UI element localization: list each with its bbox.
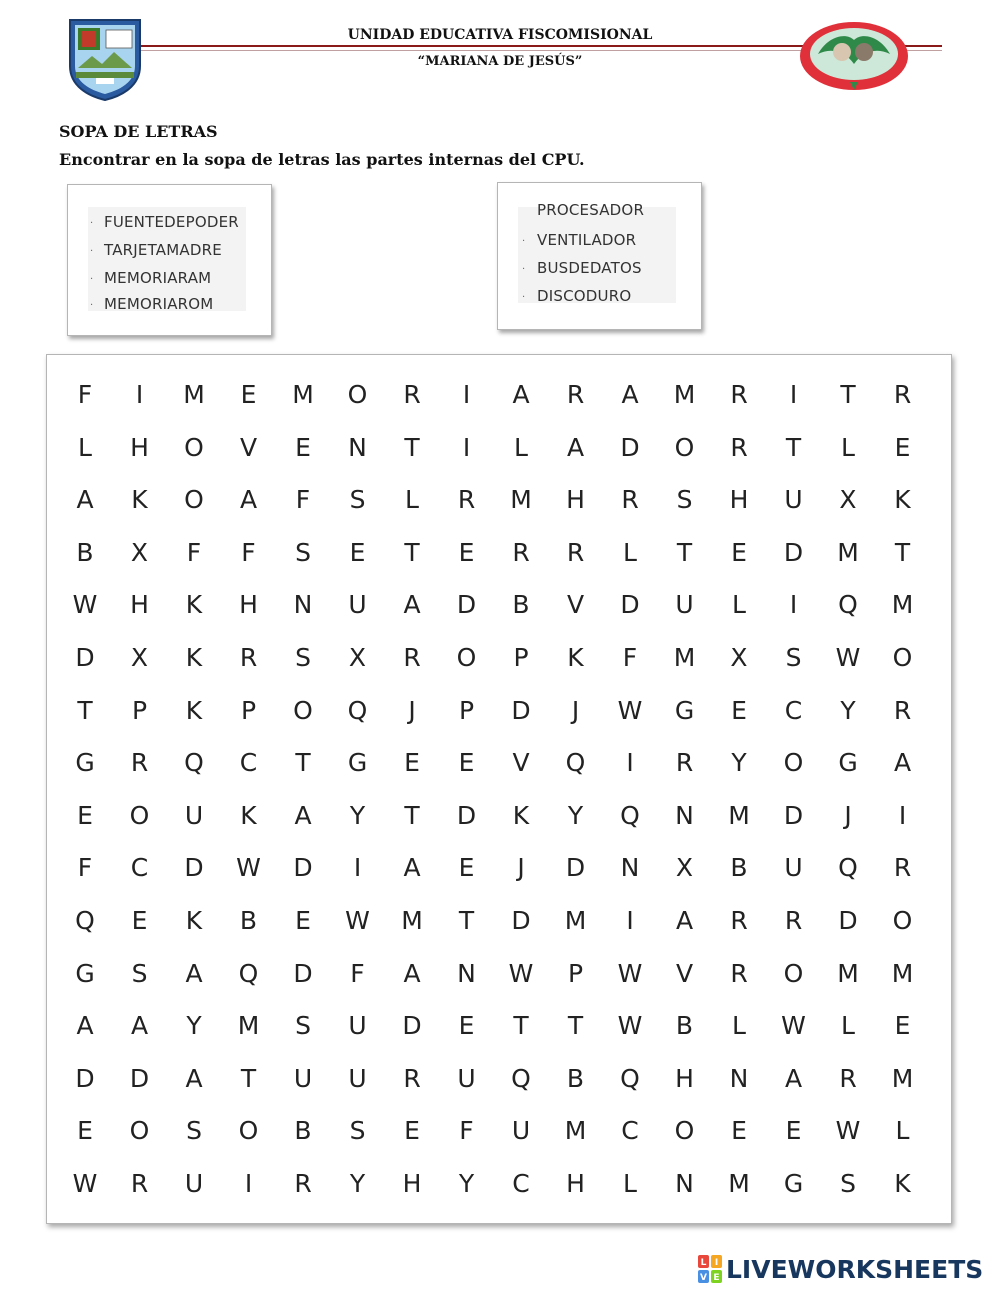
- grid-letter[interactable]: M: [564, 1116, 587, 1146]
- grid-letter[interactable]: M: [237, 1011, 260, 1041]
- grid-letter[interactable]: F: [241, 537, 256, 567]
- grid-letter[interactable]: M: [891, 590, 914, 620]
- grid-letter[interactable]: S: [295, 643, 311, 672]
- grid-letter[interactable]: K: [567, 643, 584, 672]
- grid-letter[interactable]: M: [183, 380, 205, 409]
- grid-letter[interactable]: O: [783, 958, 804, 988]
- grid-letter[interactable]: J: [517, 853, 525, 883]
- grid-letter[interactable]: U: [348, 1063, 367, 1093]
- grid-letter[interactable]: E: [295, 432, 311, 462]
- grid-letter[interactable]: R: [730, 380, 748, 409]
- grid-letter[interactable]: S: [295, 1011, 311, 1041]
- grid-letter[interactable]: Q: [620, 800, 640, 830]
- grid-letter[interactable]: E: [458, 537, 475, 567]
- grid-letter[interactable]: P: [458, 695, 475, 725]
- grid-letter[interactable]: E: [894, 432, 911, 462]
- mariana-de-jesus-logo: [798, 18, 910, 94]
- grid-letter[interactable]: D: [565, 853, 586, 883]
- grid-letter[interactable]: E: [458, 1011, 475, 1041]
- grid-letter[interactable]: R: [893, 380, 912, 409]
- grid-letter[interactable]: T: [676, 537, 693, 567]
- list-bullet: .: [90, 297, 94, 308]
- grid-letter[interactable]: D: [402, 1011, 422, 1041]
- grid-letter[interactable]: R: [294, 1169, 312, 1198]
- grid-letter[interactable]: L: [514, 432, 528, 462]
- grid-letter[interactable]: P: [131, 695, 148, 725]
- grid-letter[interactable]: R: [730, 906, 748, 935]
- grid-letter[interactable]: G: [75, 958, 95, 988]
- grid-letter[interactable]: P: [567, 958, 584, 988]
- grid-letter[interactable]: B: [239, 906, 258, 935]
- list-bullet: .: [522, 261, 526, 272]
- grid-letter[interactable]: W: [835, 1116, 861, 1146]
- grid-letter[interactable]: A: [76, 1011, 94, 1041]
- grid-letter[interactable]: S: [840, 1169, 856, 1198]
- grid-letter[interactable]: N: [729, 1063, 749, 1093]
- grid-letter[interactable]: E: [458, 853, 475, 883]
- grid-letter[interactable]: R: [457, 485, 476, 515]
- grid-letter[interactable]: T: [567, 1011, 584, 1041]
- grid-letter[interactable]: I: [353, 853, 362, 883]
- grid-letter[interactable]: I: [898, 800, 907, 830]
- grid-letter[interactable]: K: [185, 590, 203, 620]
- grid-letter[interactable]: E: [731, 537, 747, 567]
- grid-letter[interactable]: L: [623, 537, 637, 567]
- grid-letter[interactable]: Q: [838, 590, 858, 620]
- svg-text:V: V: [700, 1273, 707, 1283]
- worksheet-instructions: Encontrar en la sopa de letras las partes internas del CPU.: [59, 150, 585, 169]
- grid-letter[interactable]: R: [893, 853, 912, 883]
- grid-letter[interactable]: A: [76, 485, 94, 515]
- grid-letter[interactable]: A: [403, 958, 421, 988]
- grid-letter[interactable]: E: [240, 380, 257, 409]
- grid-letter[interactable]: Q: [620, 1063, 640, 1093]
- grid-letter[interactable]: U: [675, 590, 694, 620]
- grid-letter[interactable]: A: [893, 748, 912, 778]
- grid-letter[interactable]: Q: [511, 1063, 531, 1093]
- grid-letter[interactable]: L: [895, 1116, 910, 1146]
- grid-letter[interactable]: D: [75, 1063, 95, 1093]
- grid-letter[interactable]: R: [566, 380, 585, 409]
- grid-letter[interactable]: A: [130, 1011, 149, 1041]
- grid-letter[interactable]: D: [511, 906, 531, 935]
- grid-letter[interactable]: Y: [186, 1011, 202, 1041]
- grid-letter[interactable]: T: [295, 748, 311, 778]
- grid-letter[interactable]: J: [408, 695, 416, 725]
- grid-letter[interactable]: A: [294, 800, 312, 830]
- grid-letter[interactable]: L: [78, 432, 92, 462]
- grid-letter[interactable]: S: [349, 1116, 366, 1146]
- grid-letter[interactable]: E: [731, 1116, 747, 1146]
- word-list-box-2: [497, 182, 702, 330]
- grid-letter[interactable]: G: [783, 1169, 804, 1198]
- grid-letter[interactable]: U: [184, 800, 204, 830]
- grid-letter[interactable]: E: [458, 748, 475, 778]
- grid-letter[interactable]: M: [564, 906, 587, 935]
- grid-letter[interactable]: E: [295, 906, 311, 935]
- grid-letter[interactable]: E: [785, 1116, 802, 1146]
- grid-letter[interactable]: R: [566, 537, 585, 567]
- grid-letter[interactable]: M: [891, 958, 914, 988]
- grid-letter[interactable]: P: [240, 695, 257, 725]
- grid-letter[interactable]: W: [345, 906, 370, 935]
- grid-letter[interactable]: D: [783, 800, 804, 830]
- grid-letter[interactable]: H: [239, 590, 258, 620]
- grid-letter[interactable]: M: [728, 1169, 750, 1198]
- grid-letter[interactable]: C: [621, 1116, 639, 1146]
- grid-letter[interactable]: O: [347, 380, 368, 409]
- grid-letter[interactable]: T: [894, 537, 911, 567]
- grid-letter[interactable]: B: [512, 590, 530, 620]
- grid-letter[interactable]: Q: [184, 748, 204, 778]
- grid-letter[interactable]: V: [239, 432, 258, 462]
- worksheet-title: SOPA DE LETRAS: [59, 122, 218, 141]
- grid-letter[interactable]: G: [838, 748, 858, 778]
- grid-letter[interactable]: G: [75, 748, 95, 778]
- grid-letter[interactable]: Q: [838, 853, 858, 883]
- svg-text:E: E: [713, 1273, 720, 1283]
- grid-letter[interactable]: Q: [347, 695, 368, 725]
- grid-letter[interactable]: M: [891, 1063, 914, 1093]
- grid-letter[interactable]: T: [77, 695, 93, 725]
- grid-letter[interactable]: K: [185, 695, 203, 725]
- grid-letter[interactable]: U: [457, 1063, 476, 1093]
- grid-letter[interactable]: U: [184, 1169, 204, 1198]
- grid-letter[interactable]: D: [75, 643, 95, 672]
- grid-letter[interactable]: F: [350, 958, 365, 988]
- word-item: PROCESADOR: [537, 203, 645, 215]
- grid-letter[interactable]: Y: [349, 800, 366, 830]
- grid-letter[interactable]: U: [511, 1116, 531, 1146]
- grid-letter[interactable]: K: [131, 485, 148, 515]
- grid-letter[interactable]: Y: [567, 800, 584, 830]
- school-crest-logo: [66, 16, 144, 102]
- grid-letter[interactable]: O: [129, 1116, 150, 1146]
- school-name-line2: “MARIANA DE JESÚS”: [417, 54, 583, 69]
- grid-letter[interactable]: M: [837, 958, 859, 988]
- grid-letter[interactable]: O: [892, 643, 913, 672]
- grid-letter[interactable]: R: [130, 748, 149, 778]
- grid-letter[interactable]: X: [839, 485, 857, 515]
- list-bullet: .: [90, 243, 94, 254]
- liveworksheets-logo-icon: [698, 1255, 724, 1285]
- grid-letter[interactable]: B: [566, 1063, 585, 1093]
- grid-letter[interactable]: O: [293, 695, 313, 725]
- liveworksheets-brand[interactable]: LIVEWORKSHEETS: [726, 1255, 984, 1284]
- grid-letter[interactable]: X: [348, 643, 367, 672]
- grid-letter[interactable]: N: [457, 958, 476, 988]
- grid-letter[interactable]: C: [130, 853, 149, 883]
- grid-letter[interactable]: E: [77, 800, 93, 830]
- grid-letter[interactable]: M: [728, 800, 750, 830]
- grid-letter[interactable]: C: [512, 1169, 530, 1198]
- grid-letter[interactable]: B: [76, 537, 94, 567]
- grid-letter[interactable]: N: [293, 590, 313, 620]
- grid-letter[interactable]: I: [789, 380, 798, 409]
- grid-letter[interactable]: D: [293, 958, 313, 988]
- grid-letter[interactable]: R: [403, 380, 421, 409]
- grid-letter[interactable]: U: [784, 853, 803, 883]
- grid-letter[interactable]: O: [674, 432, 695, 462]
- list-bullet: .: [522, 233, 526, 244]
- grid-letter[interactable]: K: [240, 800, 257, 830]
- grid-letter[interactable]: J: [844, 800, 852, 830]
- svg-text:I: I: [714, 1258, 719, 1268]
- grid-letter[interactable]: L: [732, 1011, 746, 1041]
- grid-letter[interactable]: G: [674, 695, 695, 725]
- grid-letter[interactable]: O: [456, 643, 477, 672]
- grid-letter[interactable]: Y: [349, 1169, 366, 1198]
- grid-letter[interactable]: A: [185, 1063, 203, 1093]
- grid-letter[interactable]: H: [130, 432, 149, 462]
- grid-letter[interactable]: I: [462, 380, 471, 409]
- grid-letter[interactable]: W: [781, 1011, 806, 1041]
- grid-letter[interactable]: E: [349, 537, 366, 567]
- grid-letter[interactable]: M: [673, 380, 696, 409]
- grid-letter[interactable]: S: [349, 485, 366, 515]
- grid-letter[interactable]: D: [456, 590, 477, 620]
- grid-letter[interactable]: M: [673, 643, 696, 672]
- grid-letter[interactable]: X: [730, 643, 748, 672]
- grid-letter[interactable]: I: [462, 432, 471, 462]
- grid-letter[interactable]: S: [131, 958, 148, 988]
- grid-letter[interactable]: I: [244, 1169, 253, 1198]
- word-item: VENTILADOR: [537, 231, 637, 249]
- grid-letter[interactable]: R: [621, 485, 639, 515]
- grid-letter[interactable]: W: [617, 1011, 643, 1041]
- grid-letter[interactable]: A: [675, 906, 694, 935]
- grid-letter[interactable]: D: [511, 695, 531, 725]
- grid-letter[interactable]: N: [675, 800, 694, 830]
- grid-letter[interactable]: S: [186, 1116, 202, 1146]
- grid-letter[interactable]: S: [295, 537, 311, 567]
- grid-letter[interactable]: N: [675, 1169, 694, 1198]
- word-item: MEMORIARAM: [104, 269, 212, 287]
- grid-letter[interactable]: D: [293, 853, 313, 883]
- word-item: BUSDEDATOS: [537, 259, 642, 277]
- grid-letter[interactable]: V: [675, 958, 694, 988]
- grid-letter[interactable]: B: [675, 1011, 694, 1041]
- grid-letter[interactable]: R: [512, 537, 530, 567]
- grid-letter[interactable]: T: [785, 432, 802, 462]
- grid-letter[interactable]: A: [784, 1063, 803, 1093]
- grid-letter[interactable]: W: [236, 853, 261, 883]
- grid-letter[interactable]: Q: [238, 958, 259, 988]
- grid-letter[interactable]: O: [783, 748, 804, 778]
- grid-letter[interactable]: F: [622, 643, 638, 672]
- grid-letter[interactable]: O: [238, 1116, 259, 1146]
- grid-letter[interactable]: C: [239, 748, 258, 778]
- grid-letter[interactable]: M: [837, 537, 859, 567]
- grid-letter[interactable]: Y: [731, 748, 747, 778]
- grid-letter[interactable]: T: [240, 1063, 257, 1093]
- grid-letter[interactable]: H: [675, 1063, 694, 1093]
- grid-letter[interactable]: W: [617, 958, 643, 988]
- grid-letter[interactable]: X: [130, 537, 149, 567]
- grid-letter[interactable]: O: [129, 800, 150, 830]
- grid-letter[interactable]: D: [783, 537, 804, 567]
- grid-letter[interactable]: L: [841, 432, 855, 462]
- grid-letter[interactable]: Y: [458, 1169, 475, 1198]
- word-search-grid: [46, 354, 952, 1224]
- grid-letter[interactable]: B: [730, 853, 748, 883]
- grid-letter[interactable]: F: [77, 380, 93, 409]
- word-item: TARJETAMADRE: [104, 241, 222, 259]
- grid-letter[interactable]: H: [729, 485, 749, 515]
- grid-letter[interactable]: O: [184, 485, 204, 515]
- grid-letter[interactable]: L: [405, 485, 419, 515]
- grid-letter[interactable]: R: [730, 958, 748, 988]
- grid-letter[interactable]: D: [620, 432, 640, 462]
- grid-letter[interactable]: N: [348, 432, 367, 462]
- grid-letter[interactable]: T: [513, 1011, 529, 1041]
- grid-letter[interactable]: W: [617, 695, 643, 725]
- grid-letter[interactable]: B: [294, 1116, 312, 1146]
- grid-letter[interactable]: I: [626, 906, 634, 935]
- grid-letter[interactable]: U: [348, 1011, 367, 1041]
- grid-letter[interactable]: E: [77, 1116, 93, 1146]
- grid-letter[interactable]: T: [404, 432, 420, 462]
- grid-letter[interactable]: Y: [840, 695, 856, 725]
- grid-letter[interactable]: G: [347, 748, 368, 778]
- grid-letter[interactable]: O: [674, 1116, 695, 1146]
- grid-letter[interactable]: T: [404, 800, 420, 830]
- grid-letter[interactable]: I: [135, 380, 144, 409]
- word-item: DISCODURO: [537, 287, 632, 305]
- grid-letter[interactable]: A: [403, 590, 421, 620]
- grid-letter[interactable]: K: [894, 485, 911, 515]
- grid-letter[interactable]: W: [72, 1169, 98, 1198]
- grid-letter[interactable]: I: [789, 590, 798, 620]
- grid-letter[interactable]: E: [404, 1116, 420, 1146]
- grid-letter[interactable]: E: [131, 906, 148, 935]
- grid-letter[interactable]: X: [130, 643, 149, 672]
- grid-letter[interactable]: O: [892, 906, 913, 935]
- grid-letter[interactable]: C: [784, 695, 803, 725]
- grid-letter[interactable]: R: [839, 1063, 857, 1093]
- grid-letter[interactable]: K: [185, 643, 203, 672]
- grid-letter[interactable]: K: [512, 800, 530, 830]
- school-name-line1: UNIDAD EDUCATIVA FISCOMISIONAL: [347, 27, 653, 43]
- grid-letter[interactable]: U: [293, 1063, 313, 1093]
- grid-letter[interactable]: K: [185, 906, 203, 935]
- grid-letter[interactable]: S: [676, 485, 693, 515]
- grid-letter[interactable]: D: [184, 853, 204, 883]
- grid-letter[interactable]: Q: [75, 906, 95, 935]
- grid-letter[interactable]: T: [840, 380, 856, 409]
- grid-letter[interactable]: A: [621, 380, 639, 409]
- list-bullet: .: [522, 289, 526, 300]
- grid-letter[interactable]: U: [348, 590, 367, 620]
- grid-letter[interactable]: A: [403, 853, 421, 883]
- grid-letter[interactable]: H: [566, 485, 585, 515]
- grid-letter[interactable]: F: [77, 853, 93, 883]
- grid-letter[interactable]: D: [620, 590, 640, 620]
- grid-letter[interactable]: W: [508, 958, 534, 988]
- grid-letter[interactable]: U: [784, 485, 803, 515]
- grid-letter[interactable]: L: [732, 590, 746, 620]
- grid-letter[interactable]: P: [513, 643, 529, 672]
- grid-letter[interactable]: R: [403, 1063, 421, 1093]
- grid-letter[interactable]: R: [784, 906, 803, 935]
- grid-letter[interactable]: L: [841, 1011, 855, 1041]
- grid-letter[interactable]: D: [129, 1063, 150, 1093]
- grid-letter[interactable]: V: [512, 748, 530, 778]
- grid-letter[interactable]: V: [566, 590, 585, 620]
- word-item: FUENTEDEPODER: [104, 213, 239, 231]
- grid-letter[interactable]: A: [566, 432, 585, 462]
- grid-letter[interactable]: F: [295, 485, 311, 515]
- grid-letter[interactable]: D: [838, 906, 858, 935]
- grid-letter[interactable]: M: [292, 380, 314, 409]
- grid-letter[interactable]: X: [675, 853, 694, 883]
- grid-letter[interactable]: N: [620, 853, 640, 883]
- grid-letter[interactable]: E: [404, 748, 420, 778]
- grid-letter[interactable]: M: [401, 906, 423, 935]
- grid-letter[interactable]: R: [730, 432, 748, 462]
- grid-letter[interactable]: S: [785, 643, 802, 672]
- svg-text:L: L: [700, 1258, 707, 1268]
- grid-letter[interactable]: L: [623, 1169, 637, 1198]
- grid-letter[interactable]: M: [510, 485, 532, 515]
- grid-letter[interactable]: D: [456, 800, 477, 830]
- word-item: MEMORIAROM: [104, 295, 214, 309]
- grid-letter[interactable]: T: [458, 906, 475, 935]
- grid-letter[interactable]: E: [894, 1011, 911, 1041]
- grid-letter[interactable]: W: [72, 590, 98, 620]
- word-list-box-1: [67, 184, 272, 336]
- grid-letter[interactable]: E: [731, 695, 747, 725]
- grid-letter[interactable]: A: [185, 958, 203, 988]
- grid-letter[interactable]: I: [626, 748, 634, 778]
- grid-letter[interactable]: O: [184, 432, 204, 462]
- grid-letter[interactable]: R: [893, 695, 912, 725]
- grid-letter[interactable]: T: [404, 537, 420, 567]
- list-bullet: .: [90, 271, 94, 282]
- grid-letter[interactable]: J: [571, 695, 580, 725]
- grid-letter[interactable]: F: [459, 1116, 474, 1146]
- grid-letter[interactable]: W: [835, 643, 861, 672]
- grid-letter[interactable]: A: [239, 485, 258, 515]
- grid-letter[interactable]: H: [566, 1169, 585, 1198]
- grid-letter[interactable]: H: [130, 590, 149, 620]
- grid-letter[interactable]: A: [512, 380, 530, 409]
- grid-letter[interactable]: K: [894, 1169, 911, 1198]
- list-bullet: .: [90, 215, 94, 226]
- grid-letter[interactable]: F: [186, 537, 202, 567]
- grid-letter[interactable]: R: [239, 643, 258, 672]
- grid-letter[interactable]: H: [402, 1169, 422, 1198]
- grid-letter[interactable]: Q: [565, 748, 586, 778]
- grid-letter[interactable]: R: [130, 1169, 149, 1198]
- grid-letter[interactable]: R: [403, 643, 421, 672]
- grid-letter[interactable]: R: [675, 748, 694, 778]
